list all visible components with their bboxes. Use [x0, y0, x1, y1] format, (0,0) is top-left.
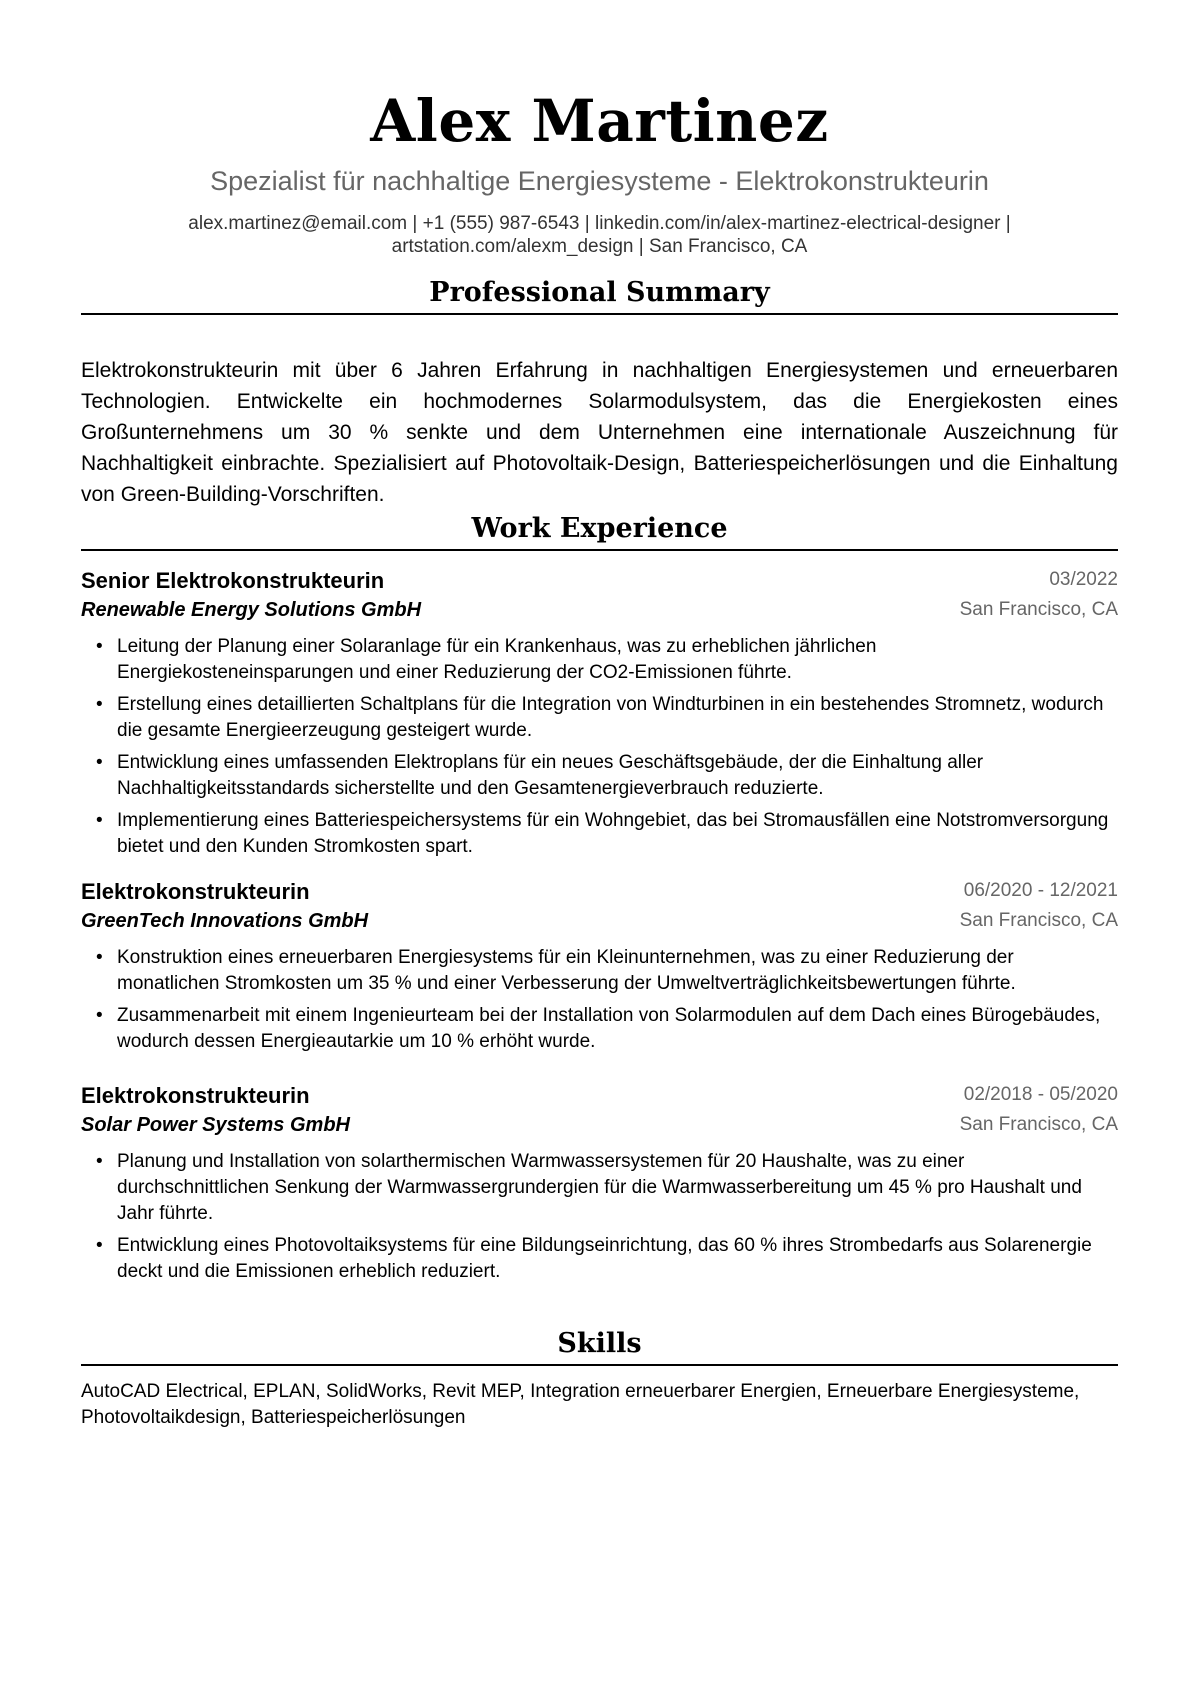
summary-heading: Professional Summary — [429, 277, 770, 308]
job-entry — [81, 877, 1118, 1061]
bullet-icon: • — [96, 947, 103, 968]
job-title: Elektrokonstrukteurin — [81, 1083, 310, 1108]
job-date: 02/2018 - 05/2020 — [963, 1084, 1118, 1105]
skills-text: AutoCAD Electrical, EPLAN, SolidWorks, Revit MEP, Integration erneuerbarer Energien, Erneuerbare Energiesysteme, Photovoltaikdesign, Batteriespeicherlösungen — [81, 1381, 1080, 1428]
contact-info — [81, 212, 1118, 258]
job-location: San Francisco, CA — [959, 910, 1118, 931]
contact-line-1: alex.martinez@email.com | +1 (555) 987-6543 | linkedin.com/in/alex-martinez-electrical-designer | — [188, 213, 1011, 234]
candidate-title: Spezialist für nachhaltige Energiesysteme - Elektrokonstrukteurin — [210, 166, 989, 196]
bullet-icon: • — [96, 1235, 103, 1256]
job-bullets — [81, 1149, 1118, 1285]
job-bullets — [81, 634, 1118, 860]
job-bullets — [81, 945, 1118, 1055]
bullet-icon: • — [96, 1151, 103, 1172]
job-entry — [81, 1081, 1118, 1291]
bullet-text: Leitung der Planung einer Solaranlage für ein Krankenhaus, was zu erheblichen jährlichen Energiekosteneinsparungen und einer Reduzierung der CO2-Emissionen führte. — [117, 636, 877, 683]
bullet-text: Planung und Installation von solarthermischen Warmwassersystemen für 20 Haushalte, was zu einer durchschnittlichen Senkung der Warmwassergrundergien für die Warmwasserbereitung um 45 % pro Haushalt und Jahr führte. — [117, 1151, 1082, 1224]
bullet-text: Zusammenarbeit mit einem Ingenieurteam bei der Installation von Solarmodulen auf dem Dach eines Bürogebäudes, wodurch dessen Energieautarkie um 10 % erhöht wurde. — [117, 1005, 1101, 1052]
bullet-item — [81, 1003, 1118, 1055]
experience-divider — [81, 549, 1118, 551]
bullet-text: Entwicklung eines Photovoltaiksystems für eine Bildungseinrichtung, das 60 % ihres Strombedarfs aus Solarenergie deckt und die Emissionen erheblich reduziert. — [117, 1235, 1092, 1282]
bullet-text: Erstellung eines detaillierten Schaltplans für die Integration von Windturbinen in ein bestehendes Stromnetz, wodurch die gesamte Energieerzeugung gesteigert wurde. — [117, 694, 1104, 741]
skills-divider — [81, 1364, 1118, 1366]
summary-divider — [81, 313, 1118, 315]
bullet-item — [81, 945, 1118, 997]
bullet-item — [81, 1233, 1118, 1285]
bullet-icon: • — [96, 752, 103, 773]
job-location: San Francisco, CA — [959, 599, 1118, 620]
bullet-text: Entwicklung eines umfassenden Elektroplans für ein neues Geschäftsgebäude, der die Einhaltung aller Nachhaltigkeitsstandards sicherstellte und den Gesamtenergieverbrauch reduzierte. — [117, 752, 984, 799]
job-company: Renewable Energy Solutions GmbH — [81, 599, 422, 621]
candidate-name: Alex Martinez — [370, 87, 829, 155]
job-date: 03/2022 — [1049, 569, 1118, 590]
job-date: 06/2020 - 12/2021 — [963, 880, 1118, 901]
bullet-item — [81, 1149, 1118, 1227]
experience-heading: Work Experience — [471, 513, 728, 544]
job-entry — [81, 566, 1118, 866]
bullet-icon: • — [96, 810, 103, 831]
job-company: Solar Power Systems GmbH — [81, 1114, 350, 1136]
bullet-icon: • — [96, 694, 103, 715]
bullet-item — [81, 750, 1118, 802]
job-company: GreenTech Innovations GmbH — [81, 910, 369, 932]
bullet-icon: • — [96, 636, 103, 657]
job-title: Elektrokonstrukteurin — [81, 879, 310, 904]
bullet-item — [81, 634, 1118, 686]
job-title: Senior Elektrokonstrukteurin — [81, 568, 385, 593]
skills-heading: Skills — [557, 1328, 642, 1359]
summary-text: Elektrokonstrukteurin mit über 6 Jahren Erfahrung in nachhaltigen Energiesystemen und erneuerbaren Technologien. Entwickelte ein hochmodernes Solarmodulsystem, das die Energiekosten eines Großunternehmens um 30 % senkte und dem Unternehmen eine internationale Auszeichnung für Nachhaltigkeit einbrachte. Spezialisiert auf Photovoltaik-Design, Batteriespeicherlösungen und die Einhaltung von Green-Building-Vorschriften. — [81, 359, 1118, 506]
job-location: San Francisco, CA — [959, 1114, 1118, 1135]
bullet-text: Implementierung eines Batteriespeichersystems für ein Wohngebiet, das bei Stromausfällen eine Notstromversorgung bietet und den Kunden Stromkosten spart. — [117, 810, 1109, 857]
contact-line-2: artstation.com/alexm_design | San Francisco, CA — [391, 236, 808, 257]
bullet-text: Konstruktion eines erneuerbaren Energiesystems für ein Kleinunternehmen, was zu einer Reduzierung der monatlichen Stromkosten um 35 % und einer Verbesserung der Umweltverträglichkeitsbewertungen führte. — [117, 947, 1016, 994]
bullet-icon: • — [96, 1005, 103, 1026]
bullet-item — [81, 692, 1118, 744]
bullet-item — [81, 808, 1118, 860]
